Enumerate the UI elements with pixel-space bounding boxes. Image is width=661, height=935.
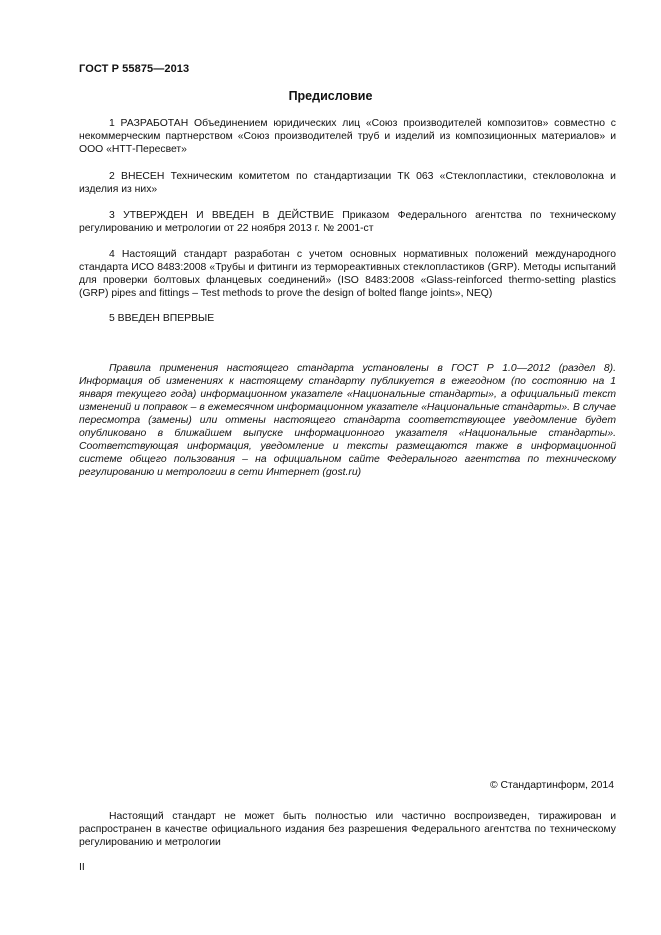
reproduction-note: Настоящий стандарт не может быть полностью или частично воспроизведен, тиражирован и распространен в качестве официального издания без разрешения Федерального агентства по техническому регулированию и метрологии — [79, 811, 616, 848]
copyright-line: © Стандартинформ, 2014 — [489, 780, 614, 791]
preface-item-2: 2 ВНЕСЕН Техническим комитетом по стандартизации ТК 063 «Стеклопластики, стекловолокна и изделия из них» — [79, 171, 616, 195]
preface-item-3: 3 УТВЕРЖДЕН И ВВЕДЕН В ДЕЙСТВИЕ Приказом Федерального агентства по техническому регулированию и метрологии от 22 ноября 2013 г. № 2001-ст — [79, 210, 616, 234]
rules-note: Правила применения настоящего стандарта установлены в ГОСТ Р 1.0—2012 (раздел 8). Информация об изменениях к настоящему стандарту публикуется в ежегодном (по состоянию на 1 января текущего года) информационном указателе «Национальные стандарты», а официальный текст изменений и поправок – в ежемесячном информационном указателе «Национальные стандарты». В случае пересмотра (замены) или отмены настоящего стандарта соответствующее уведомление будет опубликовано в ближайшем выпуске информационного указателя «Национальные стандарты». Соответствующая информация, уведомление и тексты размещаются также в информационной системе общего пользования – на официальном сайте Федерального агентства по техническому регулированию и метрологии в сети Интернет (gost.ru) — [79, 363, 616, 478]
preface-item-4: 4 Настоящий стандарт разработан с учетом основных нормативных положений международного стандарта ИСО 8483:2008 «Трубы и фитинги из термореактивных стеклопластиков (GRP). Методы испытаний для проверки болтовых фланцевых соединений» (ISO 8483:2008 «Glass-reinforced thermo-setting plastics (GRP) pipes and fittings – Test methods to prove the design of bolted flange joints», NEQ) — [79, 249, 616, 299]
page-number: II — [79, 862, 85, 873]
standard-code: ГОСТ Р 55875—2013 — [79, 63, 190, 75]
page-title: Предисловие — [288, 89, 373, 103]
preface-item-5: 5 ВВЕДЕН ВПЕРВЫЕ — [109, 313, 215, 324]
preface-item-1: 1 РАЗРАБОТАН Объединением юридических лиц «Союз производителей композитов» совместно с некоммерческим партнерством «Союз производителей труб и изделий из композиционных материалов» и ООО «НТТ-Пересвет» — [79, 118, 616, 155]
